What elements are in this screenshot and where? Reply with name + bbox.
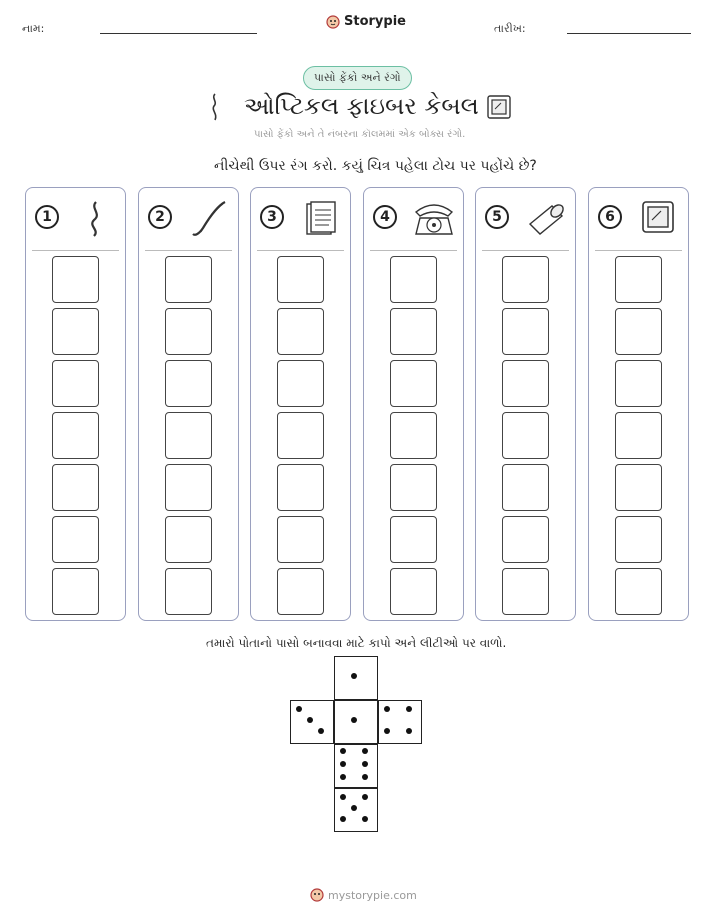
color-box[interactable] [52, 568, 99, 615]
activity-badge: પાસો ફેંકો અને રંગો [303, 66, 412, 90]
color-box[interactable] [390, 568, 437, 615]
die-pip [340, 761, 346, 767]
die-pip [362, 794, 368, 800]
die-pip [340, 816, 346, 822]
color-box[interactable] [165, 516, 212, 563]
die-pip [318, 728, 324, 734]
date-line[interactable] [567, 33, 691, 34]
dice-column-4 [363, 187, 464, 621]
die-face [334, 656, 378, 700]
die-pip [340, 794, 346, 800]
color-box[interactable] [277, 308, 324, 355]
column-number: 5 [485, 205, 509, 229]
column-number: 4 [373, 205, 397, 229]
color-box[interactable] [277, 360, 324, 407]
color-box[interactable] [390, 256, 437, 303]
die-pip [351, 673, 357, 679]
glass-panel-icon [637, 198, 681, 238]
color-box[interactable] [277, 412, 324, 459]
fiber-strand-icon [74, 198, 118, 238]
column-number: 3 [260, 205, 284, 229]
die-pip [362, 816, 368, 822]
column-divider [482, 250, 569, 251]
die-face [290, 700, 334, 744]
die-pip [362, 774, 368, 780]
dice-column-1 [25, 187, 126, 621]
column-header [589, 188, 688, 250]
color-box[interactable] [390, 308, 437, 355]
color-box[interactable] [502, 568, 549, 615]
document-icon [299, 198, 343, 238]
color-box[interactable] [52, 256, 99, 303]
column-number: 2 [148, 205, 172, 229]
die-pip [351, 717, 357, 723]
dice-column-6 [588, 187, 689, 621]
column-number: 1 [35, 205, 59, 229]
die-pip [362, 761, 368, 767]
storypie-mascot-icon [326, 15, 340, 29]
curved-fiber-icon [187, 198, 231, 238]
color-box[interactable] [52, 516, 99, 563]
cable-tube-icon [524, 198, 568, 238]
color-box[interactable] [165, 360, 212, 407]
date-label: તારીખ: [494, 22, 526, 35]
color-box[interactable] [390, 412, 437, 459]
color-box[interactable] [502, 464, 549, 511]
color-box[interactable] [615, 568, 662, 615]
color-box[interactable] [165, 256, 212, 303]
color-box[interactable] [390, 516, 437, 563]
die-pip [351, 805, 357, 811]
color-box[interactable] [615, 412, 662, 459]
color-box[interactable] [615, 308, 662, 355]
color-box[interactable] [615, 464, 662, 511]
die-pip [384, 706, 390, 712]
brand-logo [326, 14, 406, 29]
color-box[interactable] [52, 464, 99, 511]
footer-url: mystorypie.com [328, 888, 417, 902]
name-line[interactable] [100, 33, 257, 34]
column-header [251, 188, 350, 250]
die-pip [340, 774, 346, 780]
rotary-telephone-icon [412, 198, 456, 238]
color-box[interactable] [165, 464, 212, 511]
die-face [334, 788, 378, 832]
color-box[interactable] [615, 256, 662, 303]
storypie-mascot-icon [310, 888, 324, 902]
column-header [364, 188, 463, 250]
color-box[interactable] [277, 464, 324, 511]
column-header [476, 188, 575, 250]
page-title: ઓપ્ટિકલ ફાઇબર કેબલ [244, 92, 479, 120]
column-number: 6 [598, 205, 622, 229]
cut-instruction: તમારો પોતાનો પાસો બનાવવા માટે કાપો અને લીટીઓ પર વાળો. [206, 636, 507, 650]
color-box[interactable] [52, 308, 99, 355]
name-label: નામ: [22, 22, 45, 35]
column-divider [595, 250, 682, 251]
die-pip [406, 706, 412, 712]
color-box[interactable] [52, 360, 99, 407]
color-box[interactable] [502, 516, 549, 563]
color-box[interactable] [502, 360, 549, 407]
color-box[interactable] [165, 308, 212, 355]
die-face [334, 744, 378, 788]
color-box[interactable] [277, 568, 324, 615]
column-header [139, 188, 238, 250]
page-subtitle: પાસો ફેંકો અને તે નંબરના કૉલમમાં એક બોક્સ રંગો. [254, 129, 466, 140]
die-pip [296, 706, 302, 712]
die-pip [362, 748, 368, 754]
brand-name: Storypie [344, 14, 406, 29]
die-pip [406, 728, 412, 734]
dice-column-3 [250, 187, 351, 621]
color-box[interactable] [502, 308, 549, 355]
color-box[interactable] [165, 412, 212, 459]
die-pip [307, 717, 313, 723]
dice-column-5 [475, 187, 576, 621]
color-box[interactable] [390, 464, 437, 511]
column-header [26, 188, 125, 250]
column-divider [370, 250, 457, 251]
footer [310, 888, 417, 902]
color-box[interactable] [165, 568, 212, 615]
glass-panel-icon [486, 94, 512, 120]
column-divider [32, 250, 119, 251]
color-box[interactable] [615, 360, 662, 407]
instruction-text: નીચેથી ઉપર રંગ કરો. કયું ચિત્ર પહેલા ટોચ પર પહોંચે છે? [214, 158, 537, 174]
die-face [334, 700, 378, 744]
column-divider [257, 250, 344, 251]
color-box[interactable] [502, 256, 549, 303]
dice-column-2 [138, 187, 239, 621]
color-box[interactable] [390, 360, 437, 407]
die-face [378, 700, 422, 744]
color-box[interactable] [502, 412, 549, 459]
color-box[interactable] [615, 516, 662, 563]
color-box[interactable] [52, 412, 99, 459]
color-box[interactable] [277, 516, 324, 563]
fiber-strand-icon [208, 92, 222, 122]
column-divider [145, 250, 232, 251]
die-pip [384, 728, 390, 734]
die-pip [340, 748, 346, 754]
color-box[interactable] [277, 256, 324, 303]
